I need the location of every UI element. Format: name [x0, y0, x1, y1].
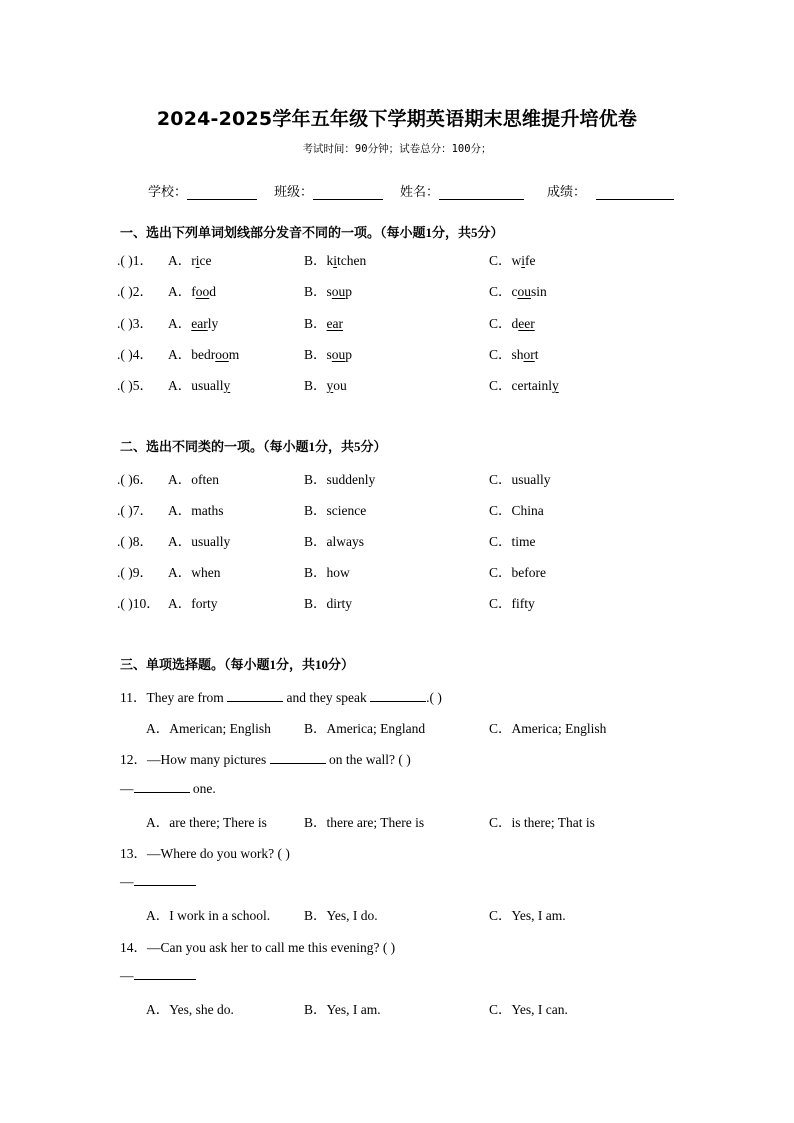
option-c-underlined: ou: [517, 284, 531, 299]
section-3-heading-text: 三、单项选择题。（每小题: [120, 658, 270, 673]
option-c-suffix: t: [534, 347, 539, 362]
option-b[interactable]: B．how: [304, 565, 350, 580]
q11-blank-1[interactable]: [227, 689, 283, 702]
q14-dash: —: [120, 968, 134, 983]
option-c-prefix: C．d: [489, 316, 519, 331]
option-c-prefix: C．c: [489, 284, 518, 299]
q12-text-2: on the wall? ( ): [328, 752, 411, 767]
option-a[interactable]: [168, 343, 239, 363]
option-c-prefix: C．w: [489, 253, 522, 268]
option-c[interactable]: [489, 280, 547, 300]
option-a[interactable]: A．maths: [168, 503, 224, 518]
q12-dash: —: [120, 781, 134, 796]
option-b-suffix: p: [345, 347, 353, 362]
q13-blank[interactable]: [134, 873, 196, 886]
option-a-suffix: ly: [207, 316, 219, 331]
section-2-row: [0, 592, 794, 612]
score-label: 成绩：: [547, 185, 587, 200]
q14-blank[interactable]: [134, 967, 196, 980]
option-c-underlined: or: [523, 347, 535, 362]
option-b[interactable]: B．suddenly: [304, 472, 376, 487]
option-c[interactable]: [489, 374, 559, 394]
q12-text-3: one.: [192, 781, 216, 796]
option-b-prefix: B．s: [304, 284, 332, 299]
q13-option-b[interactable]: B．Yes, I do.: [304, 908, 378, 923]
section-2-total-score: 5: [354, 439, 361, 454]
option-a-underlined: oo: [195, 284, 210, 299]
section-1-total-score: 5: [471, 225, 478, 240]
question-12: [120, 748, 411, 768]
q12-option-b[interactable]: B．there are; There is: [304, 815, 425, 830]
option-b-prefix: B．: [304, 378, 327, 393]
q11-text-2: and they speak: [286, 690, 367, 705]
section-1-heading-end: 分）: [477, 226, 504, 241]
section-1-heading-mid: 分，共: [432, 226, 472, 241]
school-label: 学校：: [148, 185, 188, 200]
option-b-underlined: y: [326, 378, 334, 393]
section-3-per-score: 1: [269, 657, 277, 672]
option-b[interactable]: [304, 249, 366, 269]
question-number[interactable]: .( )8．: [117, 534, 153, 549]
option-a-underlined: i: [195, 253, 200, 268]
option-c[interactable]: [489, 249, 536, 269]
school-field: [148, 181, 257, 200]
section-2-heading: [120, 436, 387, 455]
section-2-row: [0, 561, 794, 581]
section-2-row: [0, 499, 794, 519]
option-c[interactable]: C．usually: [489, 472, 551, 487]
option-a[interactable]: A．usually: [168, 534, 231, 549]
question-number[interactable]: .( )3．: [117, 316, 153, 331]
q13-options: [0, 904, 794, 924]
option-c-underlined: i: [521, 253, 526, 268]
option-b-suffix: p: [345, 284, 353, 299]
q12-option-a[interactable]: A．are there; There is: [146, 815, 267, 830]
score-field: [547, 181, 674, 200]
option-a-prefix: A．usuall: [168, 378, 224, 393]
option-b[interactable]: B．science: [304, 503, 367, 518]
option-b-prefix: B．s: [304, 347, 332, 362]
option-a-suffix: ce: [199, 253, 212, 268]
section-1-row: [0, 312, 794, 332]
section-2-row: [0, 530, 794, 550]
q11-blank-2[interactable]: [370, 689, 426, 702]
question-number[interactable]: .( )10．: [117, 596, 160, 611]
q12-blank-1[interactable]: [270, 751, 326, 764]
section-3-heading: [120, 654, 354, 673]
section-1-row: [0, 374, 794, 394]
option-a[interactable]: [168, 249, 212, 269]
question-12-answer-line: [120, 780, 216, 797]
name-field: [400, 181, 524, 200]
option-b-prefix: B．: [304, 316, 327, 331]
q14-option-b[interactable]: B．Yes, I am.: [304, 1002, 381, 1017]
class-label: 班级：: [274, 185, 314, 200]
option-c-prefix: C．sh: [489, 347, 524, 362]
option-c-prefix: C．certainl: [489, 378, 552, 393]
q14-option-a[interactable]: A．Yes, she do.: [146, 1002, 234, 1017]
q14-options: [0, 998, 794, 1018]
option-c-suffix: sin: [531, 284, 547, 299]
question-number[interactable]: .( )1．: [117, 253, 153, 268]
q13-dash: —: [120, 874, 134, 889]
section-2-heading-text: 二、选出不同类的一项。（每小题: [120, 440, 309, 455]
option-a-suffix: m: [228, 347, 240, 362]
question-11: [120, 686, 442, 706]
option-a-underlined: ear: [191, 316, 208, 331]
question-number[interactable]: .( )9．: [117, 565, 153, 580]
section-1-row: [0, 249, 794, 269]
question-number[interactable]: .( )6．: [117, 472, 153, 487]
option-c[interactable]: [489, 312, 535, 332]
student-info-row: [148, 181, 688, 203]
option-b-prefix: B．k: [304, 253, 334, 268]
option-a-underlined: y: [223, 378, 231, 393]
option-c-suffix: fe: [525, 253, 536, 268]
school-blank[interactable]: [187, 185, 257, 200]
exam-subtitle: 考试时间：90分钟；试卷总分：100分；: [302, 143, 492, 155]
question-13: 13．—Where do you work? ( ): [120, 846, 290, 861]
option-a-prefix: A．r: [168, 253, 196, 268]
name-label: 姓名：: [400, 185, 440, 200]
q11-option-c[interactable]: C．America; English: [489, 721, 607, 736]
section-1-per-score: 1: [425, 225, 433, 240]
option-b[interactable]: B．dirty: [304, 596, 353, 611]
option-c[interactable]: C．fifty: [489, 596, 535, 611]
question-number[interactable]: .( )7．: [117, 503, 153, 518]
section-3-heading-mid: 分，共: [276, 658, 316, 673]
option-a[interactable]: [168, 374, 230, 394]
class-blank[interactable]: [313, 185, 383, 200]
option-a[interactable]: [168, 312, 218, 332]
option-a[interactable]: [168, 280, 216, 300]
section-1-heading-text: 一、选出下列单词划线部分发音不同的一项。（每小题: [120, 226, 426, 241]
q12-options: [0, 811, 794, 831]
option-b-underlined: ou: [331, 347, 346, 362]
q11-option-b[interactable]: B．America; England: [304, 721, 426, 736]
question-13-answer-line: [120, 873, 196, 890]
option-b[interactable]: B．always: [304, 534, 364, 549]
option-b[interactable]: [304, 343, 352, 363]
q12-blank-2[interactable]: [134, 780, 190, 793]
q11-text-3: .( ): [426, 690, 442, 705]
option-a-prefix: A．f: [168, 284, 196, 299]
question-number[interactable]: .( )4．: [117, 347, 153, 362]
section-2-heading-mid: 分，共: [315, 440, 355, 455]
page-title: 2024-2025学年五年级下学期英语期末思维提升培优卷: [156, 108, 638, 130]
q12-text-1: 12．—How many pictures: [120, 752, 267, 767]
section-2-row: [0, 468, 794, 488]
q11-text-1: 11．They are from: [120, 690, 224, 705]
option-a-underlined: oo: [215, 347, 229, 362]
option-b[interactable]: [304, 280, 352, 300]
question-number[interactable]: .( )2．: [117, 284, 153, 299]
section-3-total-score: 10: [315, 657, 329, 672]
option-c[interactable]: C．before: [489, 565, 546, 580]
option-a[interactable]: A．when: [168, 565, 221, 580]
question-number[interactable]: .( )5．: [117, 378, 153, 393]
option-a-prefix: A．: [168, 316, 192, 331]
section-2-heading-end: 分）: [360, 440, 387, 455]
section-1-row: [0, 280, 794, 300]
section-1-heading: [120, 222, 504, 241]
option-b-suffix: ou: [333, 378, 347, 393]
option-c[interactable]: [489, 343, 539, 363]
q13-option-c[interactable]: C．Yes, I am.: [489, 908, 566, 923]
section-2-per-score: 1: [308, 439, 316, 454]
option-c[interactable]: C．China: [489, 503, 544, 518]
q11-option-a[interactable]: A．American; English: [146, 721, 271, 736]
option-c[interactable]: C．time: [489, 534, 536, 549]
section-1-row: [0, 343, 794, 363]
score-blank[interactable]: [596, 185, 674, 200]
q11-options: [0, 717, 794, 737]
q12-option-c[interactable]: C．is there; That is: [489, 815, 595, 830]
q14-option-c[interactable]: C．Yes, I can.: [489, 1002, 568, 1017]
question-14-answer-line: [120, 967, 196, 984]
q13-option-a[interactable]: A．I work in a school.: [146, 908, 271, 923]
option-b-underlined: ear: [326, 316, 343, 331]
class-field: [274, 181, 383, 200]
option-a-prefix: A．bedr: [168, 347, 216, 362]
option-b[interactable]: [304, 312, 343, 332]
option-a-suffix: d: [209, 284, 216, 299]
option-c-underlined: y: [551, 378, 559, 393]
option-b-suffix: tchen: [337, 253, 367, 268]
name-blank[interactable]: [439, 185, 524, 200]
option-b-underlined: ou: [331, 284, 346, 299]
section-3-heading-end: 分）: [328, 658, 355, 673]
option-c-underlined: eer: [518, 316, 535, 331]
option-a[interactable]: A．forty: [168, 596, 218, 611]
question-14: 14．—Can you ask her to call me this evening? ( ): [120, 940, 396, 955]
option-b[interactable]: [304, 374, 347, 394]
option-a[interactable]: A．often: [168, 472, 219, 487]
option-b-underlined: i: [333, 253, 338, 268]
